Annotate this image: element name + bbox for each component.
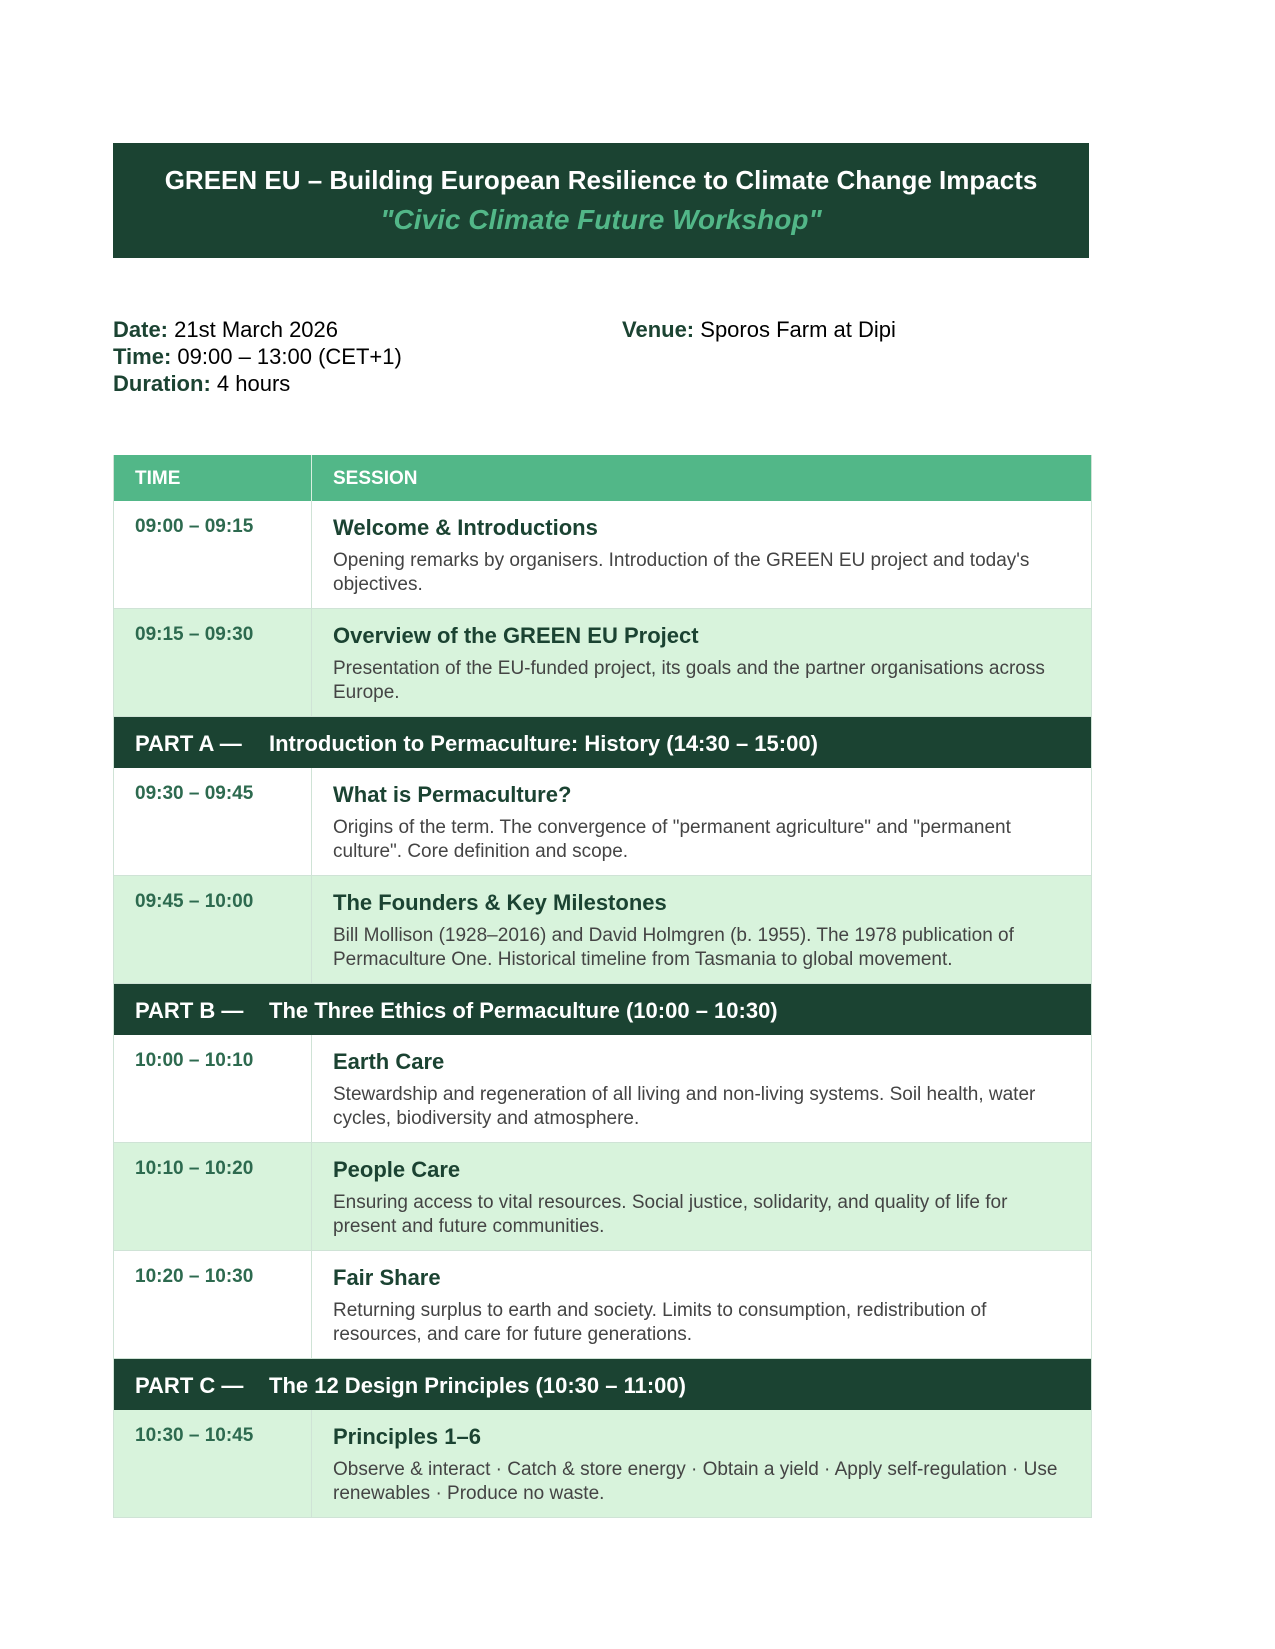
duration-line [113, 370, 402, 397]
table-row [114, 768, 1091, 876]
table-row [114, 501, 1091, 609]
session-time: 09:15 – 09:30 [135, 624, 254, 645]
session-description: Observe & interact · Catch & store energy · Obtain a yield · Apply self-regulation · Use renewables · Produce no waste. [333, 1459, 1058, 1504]
table-row [114, 1251, 1091, 1359]
part-title: The Three Ethics of Permaculture (10:00 – 10:30) [269, 998, 778, 1023]
table-row [114, 1410, 1091, 1518]
venue-details [622, 316, 896, 343]
document-subtitle: "Civic Climate Future Workshop" [380, 204, 822, 235]
date-label: Date: [113, 317, 169, 342]
part-title: The 12 Design Principles (10:30 – 11:00) [269, 1373, 686, 1398]
venue-label: Venue: [622, 317, 695, 342]
session-title: Overview of the GREEN EU Project [333, 623, 699, 648]
table-row [114, 609, 1091, 717]
event-details [113, 316, 402, 397]
session-description: Origins of the term. The convergence of "permanent agriculture" and "permanent culture". Core definition and scope. [333, 817, 1011, 862]
session-title: Welcome & Introductions [333, 515, 598, 540]
part-header [114, 984, 1091, 1035]
session-title: The Founders & Key Milestones [333, 890, 667, 915]
time-line [113, 343, 402, 370]
session-description: Opening remarks by organisers. Introduction of the GREEN EU project and today's objectives. [333, 550, 1030, 595]
date-line [113, 316, 402, 343]
session-time: 09:45 – 10:00 [135, 891, 254, 912]
part-header [114, 717, 1091, 768]
session-title: Fair Share [333, 1265, 441, 1290]
column-header-session: SESSION [333, 468, 418, 489]
session-time: 09:30 – 09:45 [135, 783, 254, 804]
document-title: GREEN EU – Building European Resilience to Climate Change Impacts [164, 165, 1038, 195]
schedule-table [113, 455, 1092, 1518]
session-title: What is Permaculture? [333, 782, 572, 807]
session-description: Presentation of the EU-funded project, its goals and the partner organisations across Europe. [333, 658, 1045, 703]
session-description: Bill Mollison (1928–2016) and David Holmgren (b. 1955). The 1978 publication of Permaculture One. Historical timeline from Tasmania to global movement. [333, 925, 1014, 970]
part-label: PART A — [135, 731, 242, 756]
table-body [114, 501, 1091, 1518]
table-header [114, 455, 1091, 501]
part-label: PART B — [135, 998, 244, 1023]
session-title: Earth Care [333, 1049, 445, 1074]
session-time: 10:00 – 10:10 [135, 1050, 254, 1071]
session-time: 10:10 – 10:20 [135, 1158, 254, 1179]
time-label: Time: [113, 344, 172, 369]
part-title: Introduction to Permaculture: History (14:30 – 15:00) [269, 731, 818, 756]
date-value: 21st March 2026 [174, 317, 339, 342]
session-time: 10:30 – 10:45 [135, 1425, 254, 1446]
time-value: 09:00 – 13:00 (CET+1) [177, 344, 402, 369]
duration-value: 4 hours [216, 371, 291, 396]
session-time: 10:20 – 10:30 [135, 1266, 254, 1287]
table-row [114, 876, 1091, 984]
table-row [114, 1035, 1091, 1143]
session-description: Returning surplus to earth and society. Limits to consumption, redistribution of resources, and care for future generations. [333, 1300, 987, 1345]
session-time: 09:00 – 09:15 [135, 516, 254, 537]
column-header-time: TIME [135, 468, 181, 489]
venue-value: Sporos Farm at Dipi [700, 317, 896, 342]
header-banner [113, 143, 1089, 258]
session-title: People Care [333, 1157, 461, 1182]
session-title: Principles 1–6 [333, 1424, 481, 1449]
table-row [114, 1143, 1091, 1251]
session-description: Stewardship and regeneration of all living and non-living systems. Soil health, water cycles, biodiversity and atmosphere. [333, 1084, 1036, 1129]
part-header [114, 1359, 1091, 1410]
part-label: PART C — [135, 1373, 244, 1398]
session-description: Ensuring access to vital resources. Social justice, solidarity, and quality of life for present and future communities. [333, 1192, 1008, 1237]
duration-label: Duration: [113, 371, 211, 396]
